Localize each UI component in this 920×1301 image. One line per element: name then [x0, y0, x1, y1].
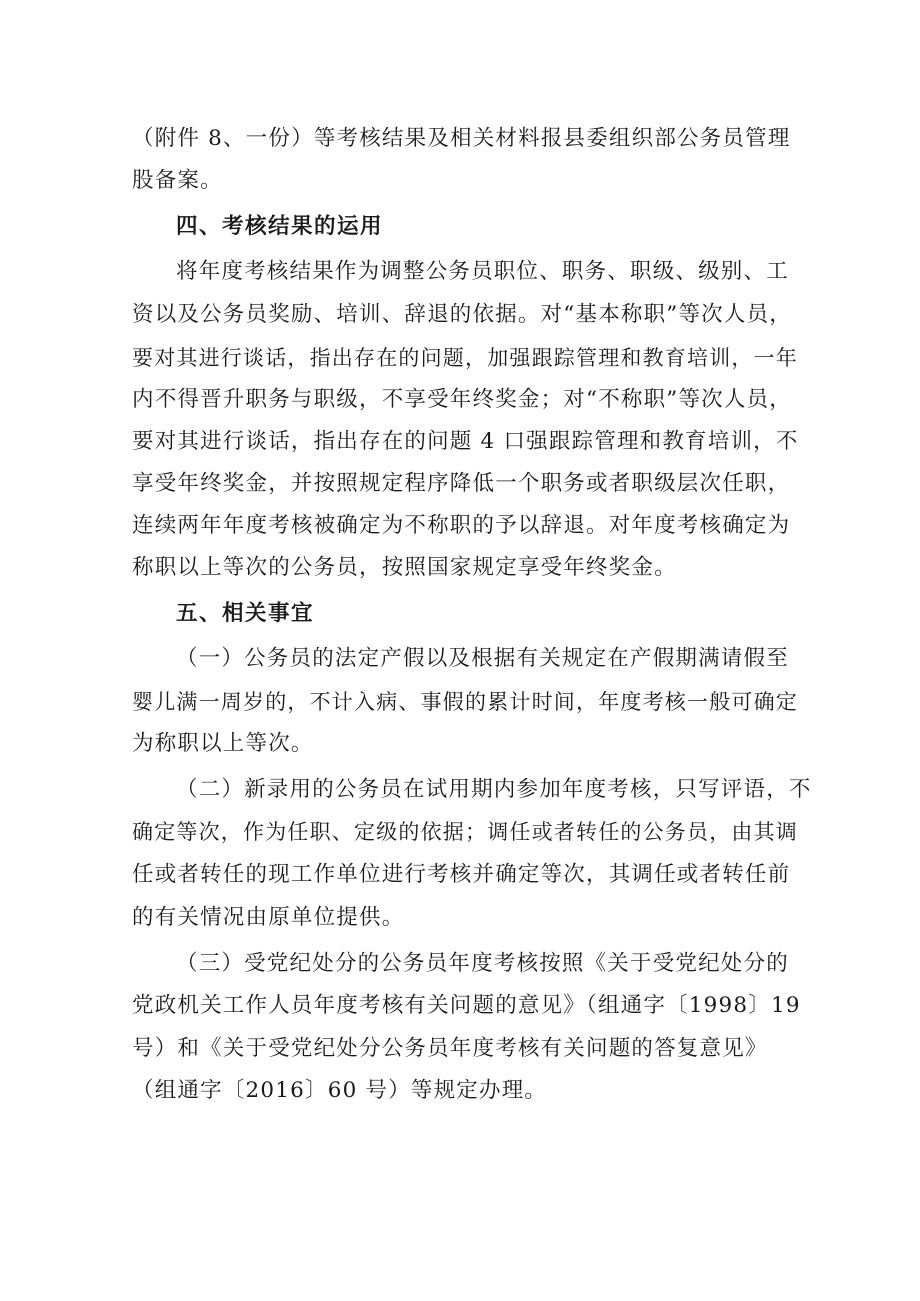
paragraph-line: 股备案。 [132, 168, 223, 193]
paragraph-line: 为称职以上等次。 [132, 731, 314, 756]
paragraph-line: （三）受党纪处分的公务员年度考核按照《关于受党纪处分的 [176, 951, 789, 976]
paragraph-line: 资以及公务员奖励、培训、辞退的依据。对“基本称职”等次人员， [132, 302, 792, 327]
paragraph-line: 将年度考核结果作为调整公务员职位、职务、职级、级别、工 [176, 259, 789, 284]
paragraph-line: 婴儿满一周岁的，不计入病、事假的累计时间，年度考核一般可确定 [132, 690, 798, 714]
paragraph-line: 党政机关工作人员年度考核有关问题的意见》（组通字〔1998〕19 [132, 993, 801, 1018]
paragraph-line: 享受年终奖金，并按照规定程序降低一个职务或者职级层次任职， [132, 471, 791, 496]
paragraph-line: 内不得晋升职务与职级，不享受年终奖金；对“不称职”等次人员， [132, 387, 792, 412]
paragraph-line: 连续两年年度考核被确定为不称职的予以辞退。对年度考核确定为 [132, 513, 791, 538]
paragraph-line: 的有关情况由原单位提供。 [132, 905, 405, 930]
paragraph-line: （二）新录用的公务员在试用期内参加年度考核，只写评语，不 [176, 777, 812, 802]
paragraph-line: 要对其进行谈话，指出存在的问题，加强跟踪管理和教育培训，一年 [132, 346, 798, 370]
paragraph-line: 号）和《关于受党纪处分公务员年度考核有关问题的答复意见》 [132, 1036, 768, 1061]
paragraph-line: 确定等次，作为任职、定级的依据；调任或者转任的公务员，由其调 [132, 820, 798, 844]
paragraph-line: 称职以上等次的公务员，按照国家规定享受年终奖金。 [132, 555, 677, 580]
paragraph-line: 任或者转任的现工作单位进行考核并确定等次，其调任或者转任前 [132, 862, 791, 887]
paragraph-line: （一）公务员的法定产假以及根据有关规定在产假期满请假至 [176, 646, 789, 671]
paragraph-line: （组通字〔2016〕60 号）等规定办理。 [132, 1078, 548, 1103]
section-heading-4: 四、考核结果的运用 [176, 214, 384, 239]
paragraph-line: （附件 8、一份）等考核结果及相关材料报县委组织部公务员管理 [132, 126, 791, 151]
section-heading-5: 五、相关事宜 [176, 601, 315, 626]
paragraph-line: 要对其进行谈话，指出存在的问题 4 口强跟踪管理和教育培训，不 [132, 429, 799, 454]
